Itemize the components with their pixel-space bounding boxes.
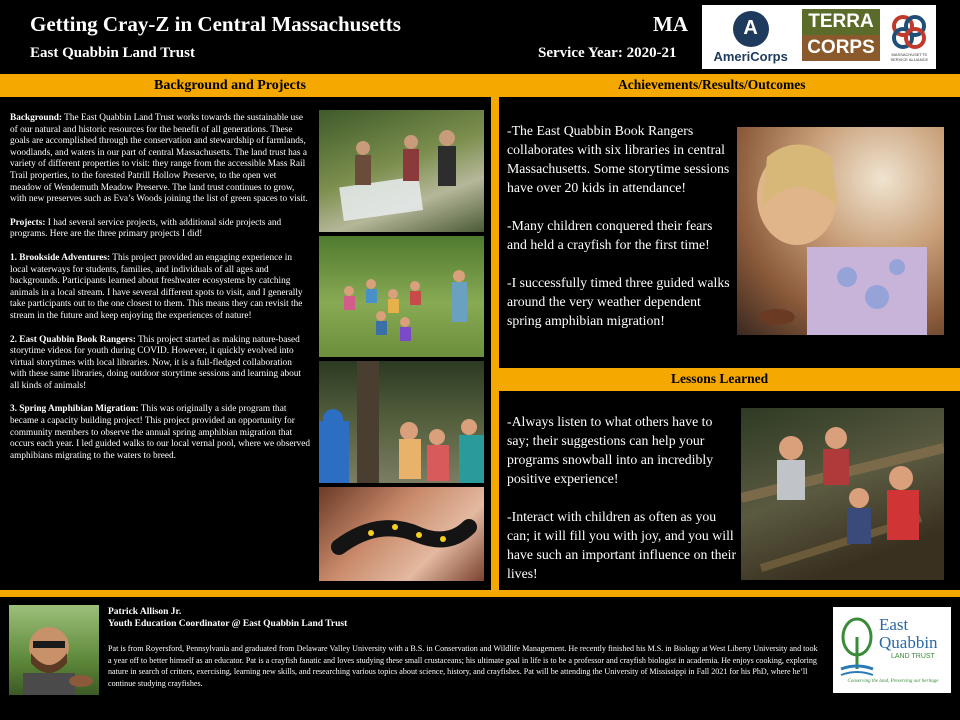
service-year: Service Year: 2020-21 — [538, 45, 677, 61]
child-crayfish-image — [737, 127, 944, 335]
children-forest-photo — [741, 408, 944, 580]
bio-portrait-image — [9, 605, 99, 695]
partner-logos — [702, 5, 936, 69]
projects-paragraph: Projects: I had several service projects, with additional side projects and programs. Here are the three primary projects I did! — [10, 217, 282, 240]
lessons-heading: Lessons Learned — [671, 371, 769, 386]
lessons-list — [507, 412, 737, 602]
achievement-item: -I successfully timed three guided walks around the very weather dependent spring amphibian migration! — [507, 275, 730, 328]
east-quabbin-logo — [833, 607, 951, 693]
column-divider — [491, 74, 499, 594]
background-paragraph: Background: The East Quabbin Land Trust works towards the sustainable use of our natural and historic resources for the benefit of all generations. These goals are accomplished through the conservation and stewardship of farmlands, woodlands, and waters in our part of central Massachusetts. The land trust has a variety of different properties to visit: they range from the accessible Mass Rail Trail properties, to the forested Patrill Hollow Preserve, to the open wet meadow of Wendemuth Meadow Preserve. The land trust continues to grow, with new preserves such as Eva’s Woods joining the list of green spaces to visit. — [10, 113, 308, 205]
bio-text: Pat is from Royersford, Pennsylvania and graduated from Delaware Valley University with a B.S. in Conservation and Wildlife Management. He recently finished his M.S. in Biology at West Liberty University and took a year off to better himself as an educator. Pat is a crayfish fanatic and loves studying these small crustaceans; his ultimate goal in life is to be a professor and crayfish biologist in academia. He enjoys cooking, exploring nature in search of critters, exercising, learning new skills, and researching various topics about science, history, and crayfishes. Pat will be attending the University of Mississippi in Fall 2021 for his PhD, where he’ll continue studying crayfishes. — [108, 644, 818, 688]
bio-portrait-photo — [9, 605, 99, 695]
msa-knot-icon — [889, 12, 929, 52]
achievements-heading: Achievements/Results/Outcomes — [618, 77, 806, 92]
salamander-image — [319, 487, 484, 581]
eq-logo-tagline: Conserving the land, Preserving our heritage — [847, 679, 939, 684]
project-amphibian-migration: 3. Spring Amphibian Migration: This was originally a side program that became a capacity building project! This project provided an opportunity for community members to observe the annual spring amphibian migration that occurs each year. I led guided walks to our local vernal pool, where we observed amphibians migrating to the waters to breed. — [10, 404, 310, 461]
achievement-item: -The East Quabbin Book Rangers collaborates with six libraries in central Massachusetts. Some storytime sessions have over 20 kids in attendance! — [507, 123, 730, 195]
achievement-item: -Many children conquered their fears and held a crayfish for the first time! — [507, 218, 713, 252]
background-projects-bar — [0, 74, 491, 97]
state-label: MA — [653, 12, 688, 36]
children-forest-image — [741, 408, 944, 580]
footer-divider — [0, 590, 960, 597]
organization-name: East Quabbin Land Trust — [30, 45, 195, 61]
background-projects-heading: Background and Projects — [154, 78, 306, 93]
bio-header — [108, 606, 347, 630]
stream-net-photo — [319, 110, 484, 232]
bio-role: Youth Education Coordinator @ East Quabbin Land Trust — [108, 619, 348, 629]
lesson-item: -Always listen to what others have to say; their suggestions can help your programs snowball into an incredibly positive experience! — [507, 414, 714, 486]
project-book-rangers: 2. East Quabbin Book Rangers: This project started as making nature-based storytime videos for youth during COVID. However, it quickly evolved into virtual storytimes with local libraries. Now, it is a full-fledged collaboration with these same libraries, doing outdoor storytime sessions and learning about all kinds of animals! — [10, 334, 301, 391]
child-crayfish-photo — [737, 127, 944, 335]
eq-logo-line2: Quabbin — [879, 633, 938, 652]
lessons-bar — [499, 368, 960, 391]
eq-logo-line3: LAND TRUST — [891, 653, 935, 660]
children-outdoors-image — [319, 361, 484, 483]
achievements-bar — [499, 74, 960, 97]
storytime-group-photo — [319, 236, 484, 357]
lesson-item: -Interact with children as often as you can; it will fill you with joy, and you will have such an important influence on their lives! — [507, 509, 737, 581]
bio-name: Patrick Allison Jr. — [108, 607, 182, 617]
project-brookside: 1. Brookside Adventures: This project provided an engaging experience in local waterways for students, families, and individuals of all ages and backgrounds. Participants learned about freshwater ecosystems by catching animals in a local stream. I have several different spots to visit, and I generally take participants out to the one closest to them. This means they can revisit the stream in the future and keep enjoying the experiences of nature! — [10, 252, 303, 321]
terracorps-logo: TERRA CORPS — [802, 9, 880, 65]
eq-logo-line1: East — [879, 615, 909, 634]
storytime-group-image — [319, 236, 484, 357]
americorps-a-icon: A — [733, 11, 769, 47]
children-outdoors-photo — [319, 361, 484, 483]
achievements-list — [507, 121, 732, 349]
americorps-logo: A AmeriCorps — [705, 11, 797, 64]
page-title: Getting Cray-Z in Central Massachusetts — [30, 12, 401, 36]
salamander-photo — [319, 487, 484, 581]
background-projects-text — [10, 113, 310, 474]
stream-net-image — [319, 110, 484, 232]
mass-service-alliance-logo: MASSACHUSETTS SERVICE ALLIANCE — [885, 12, 933, 62]
